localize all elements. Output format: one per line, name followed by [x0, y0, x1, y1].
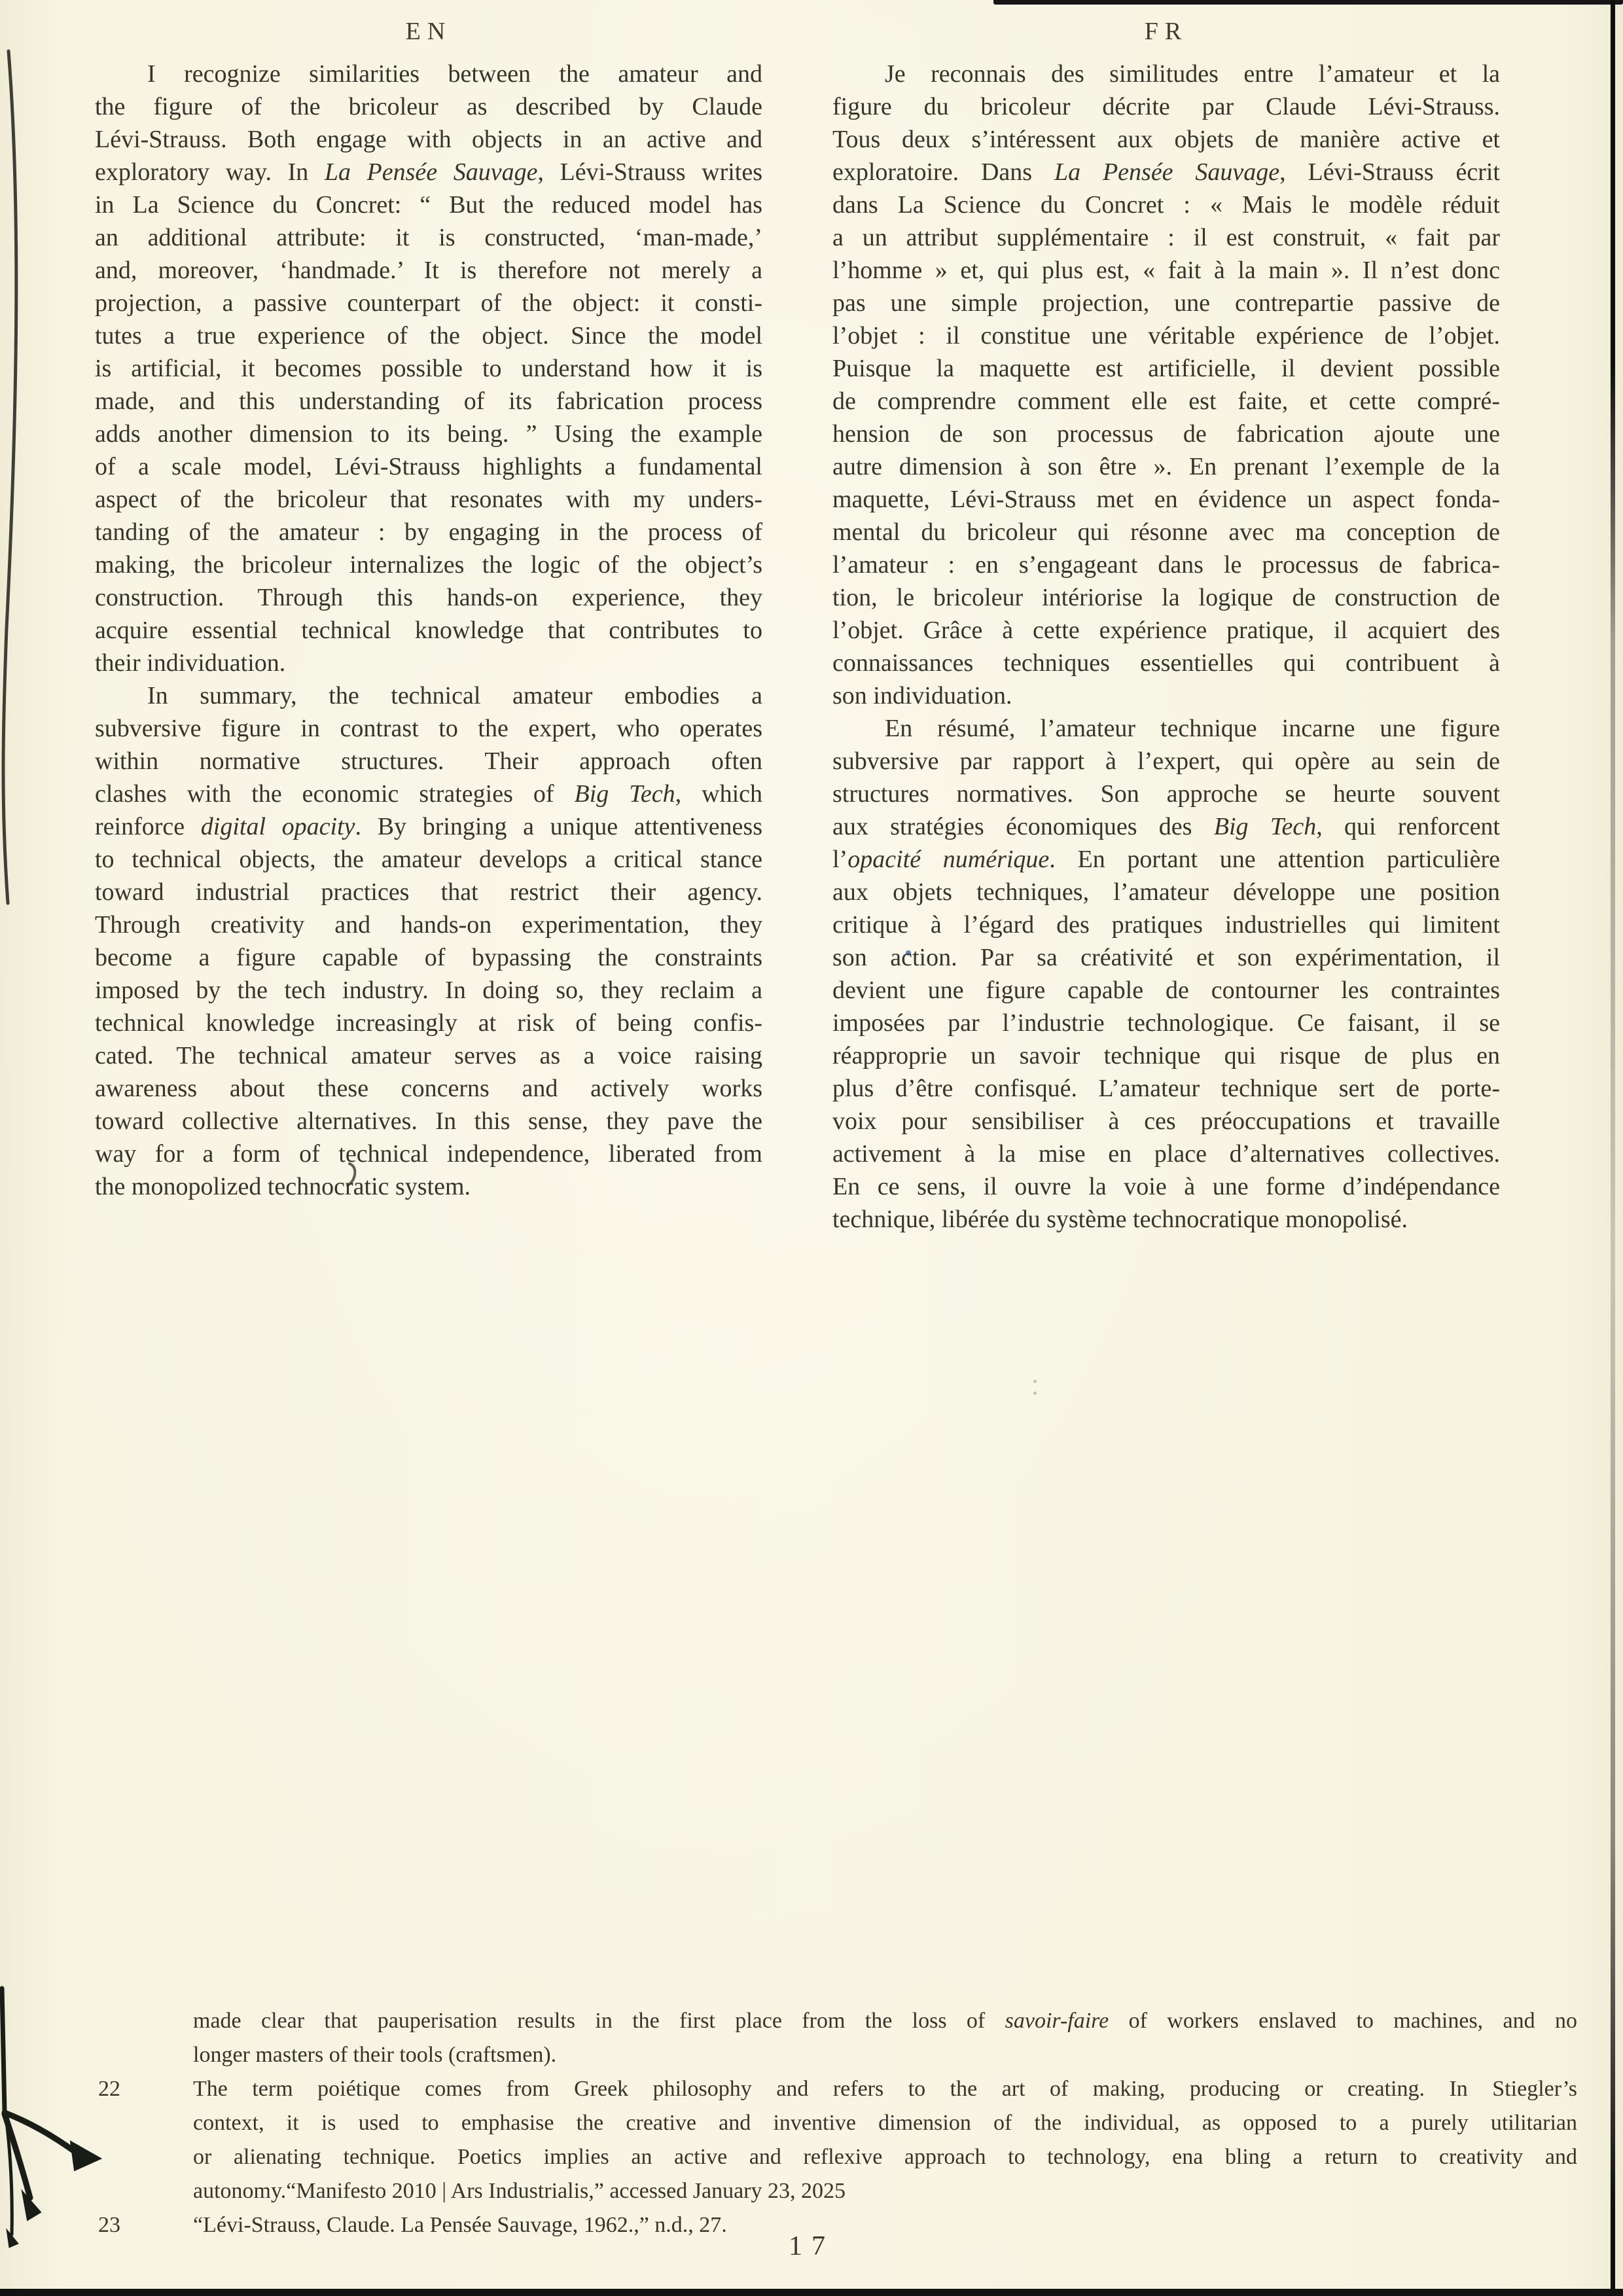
text-run-italic: La Pensée Sauvage — [1054, 158, 1280, 186]
text-run: become a figure capable of bypassing the constraints — [95, 944, 762, 971]
text-line — [95, 1105, 762, 1138]
text-line — [832, 58, 1500, 90]
text-line — [832, 287, 1500, 319]
text-run: devient une figure capable de contourner les contraintes — [832, 977, 1500, 1004]
text-run: l’objet. Grâce à cette expérience pratique, il acquiert des — [832, 617, 1500, 644]
text-run: critique à l’égard des pratiques industrielles qui limitent — [832, 911, 1500, 939]
text-line — [832, 418, 1500, 450]
footnotes-section — [98, 2004, 1577, 2242]
text-run: En ce sens, il ouvre la voie à une forme d’indépendance — [832, 1173, 1500, 1200]
spine-curve — [3, 51, 16, 903]
text-line — [832, 876, 1500, 908]
text-run: structures normatives. Son approche se heurte souvent — [832, 780, 1500, 808]
text-line — [95, 745, 762, 778]
text-run-italic: Big Tech — [1213, 813, 1317, 840]
text-line — [832, 90, 1500, 123]
text-run: acquire essential technical knowledge that contributes to — [95, 617, 762, 644]
text-run: tanding of the amateur : by engaging in the process of — [95, 518, 762, 546]
footnote-entry — [98, 2004, 1577, 2072]
text-line — [95, 483, 762, 516]
footnote-entry — [98, 2072, 1577, 2208]
text-line — [832, 1007, 1500, 1039]
text-run-italic: Big Tech — [574, 780, 675, 808]
text-line — [95, 712, 762, 745]
text-run: Je reconnais des similitudes entre l’amateur et la — [885, 60, 1500, 88]
footnote-text — [193, 2004, 1577, 2072]
text-line — [832, 450, 1500, 483]
text-run: “Lévi-Strauss, Claude. La Pensée Sauvage, 1962.,” n.d., 27. — [193, 2213, 727, 2237]
text-line — [95, 418, 762, 450]
text-run: toward collective alternatives. In this sense, they pave the — [95, 1107, 762, 1135]
text-line — [193, 2174, 1577, 2208]
text-run: clashes with the economic strategies of — [95, 780, 575, 808]
text-run: made clear that pauperisation results in the first place from the loss of — [193, 2009, 1005, 2033]
text-line — [832, 581, 1500, 614]
text-run-italic: La Pensée Sauvage — [324, 158, 538, 186]
text-line — [832, 745, 1500, 778]
text-line — [95, 581, 762, 614]
text-run: , Lévi-Strauss writes — [537, 158, 763, 186]
text-run: de comprendre comment elle est faite, et cette compré- — [832, 387, 1500, 415]
text-run: an additional attribute: it is constructed, ‘man-made,’ — [95, 224, 762, 251]
text-line — [95, 156, 762, 188]
text-run: figure du bricoleur décrite par Claude Lévi-Strauss. — [832, 93, 1500, 120]
text-run: I recognize similarities between the amateur and — [147, 60, 762, 88]
scan-bottom-edge-band — [0, 2289, 1623, 2296]
text-line — [95, 123, 762, 156]
text-run: pas une simple projection, une contrepartie passive de — [832, 289, 1500, 317]
text-run: imposed by the tech industry. In doing so, they reclaim a — [95, 977, 762, 1004]
text-run: autre dimension à son être ». En prenant l’exemple de la — [832, 453, 1500, 480]
text-line — [832, 156, 1500, 188]
text-line — [95, 778, 762, 810]
text-run: autonomy.“Manifesto 2010 | Ars Industrialis,” accessed January 23, 2025 — [193, 2179, 846, 2203]
text-line — [832, 941, 1500, 974]
text-line — [193, 2038, 1577, 2072]
column-header-en: EN — [405, 18, 452, 45]
text-line — [193, 2072, 1577, 2106]
text-line — [832, 679, 1500, 712]
text-run: within normative structures. Their approach often — [95, 747, 762, 775]
text-line — [832, 385, 1500, 418]
text-line — [193, 2106, 1577, 2140]
text-line — [832, 1138, 1500, 1170]
text-run: son action. Par sa créativité et son expérimentation, il — [832, 944, 1500, 971]
scan-top-edge-line — [993, 0, 1623, 5]
text-run: mental du bricoleur qui résonne avec ma conception de — [832, 518, 1500, 546]
text-line — [95, 679, 762, 712]
text-run: of workers enslaved to machines, and no — [1109, 2009, 1577, 2033]
text-run: longer masters of their tools (craftsmen). — [193, 2043, 557, 2067]
text-run: l’objet : il constitue une véritable expérience de l’objet. — [832, 322, 1500, 350]
text-line — [832, 843, 1500, 876]
footnote-number: 23 — [98, 2213, 120, 2237]
text-run: made, and this understanding of its fabrication process — [95, 387, 762, 415]
text-run: voix pour sensibiliser à ces préoccupations et travaille — [832, 1107, 1500, 1135]
text-line — [95, 385, 762, 418]
text-run: their individuation. — [95, 649, 286, 677]
text-run: Tous deux s’intéressent aux objets de manière active et — [832, 126, 1500, 153]
text-line — [95, 450, 762, 483]
text-run: tion, le bricoleur intériorise la logique de construction de — [832, 584, 1500, 611]
text-run: technical knowledge increasingly at risk of being confis- — [95, 1009, 762, 1037]
text-run: in La Science du Concret: “ But the reduced model has — [95, 191, 762, 219]
text-line — [95, 319, 762, 352]
text-line — [95, 352, 762, 385]
text-line — [193, 2004, 1577, 2038]
text-run: subversive par rapport à l’expert, qui opère au sein de — [832, 747, 1500, 775]
text-run: activement à la mise en place d’alternatives collectives. — [832, 1140, 1500, 1168]
text-line — [95, 1170, 762, 1203]
text-run: toward industrial practices that restrict their agency. — [95, 878, 762, 906]
text-line — [832, 1105, 1500, 1138]
text-line — [832, 548, 1500, 581]
text-run: exploratoire. Dans — [832, 158, 1054, 186]
text-run: technique, libérée du système technocratique monopolisé. — [832, 1206, 1408, 1233]
text-run: tutes a true experience of the object. Since the model — [95, 322, 762, 350]
text-line — [832, 778, 1500, 810]
text-line — [95, 221, 762, 254]
text-line — [95, 254, 762, 287]
text-run: a un attribut supplémentaire : il est construit, « fait par — [832, 224, 1500, 251]
text-line — [95, 941, 762, 974]
text-run: aspect of the bricoleur that resonates with my unders- — [95, 486, 762, 513]
column-fr — [832, 58, 1500, 1236]
text-run: making, the bricoleur internalizes the logic of the object’s — [95, 551, 762, 579]
text-run: , Lévi-Strauss écrit — [1279, 158, 1500, 186]
scan-faint-mark-artifact — [1033, 1380, 1037, 1398]
text-run: Through creativity and hands-on experimentation, they — [95, 911, 762, 939]
text-run: awareness about these concerns and actively works — [95, 1075, 762, 1102]
text-line — [95, 908, 762, 941]
text-line — [832, 974, 1500, 1007]
text-line — [832, 483, 1500, 516]
text-run: imposées par l’industrie technologique. Ce faisant, il se — [832, 1009, 1500, 1037]
text-run: the figure of the bricoleur as described by Claude — [95, 93, 762, 120]
text-run: cated. The technical amateur serves as a voice raising — [95, 1042, 762, 1069]
scan-right-edge-line — [1611, 0, 1615, 2296]
text-line — [832, 188, 1500, 221]
text-line — [832, 352, 1500, 385]
text-line — [832, 1203, 1500, 1236]
page-number: 17 — [789, 2231, 834, 2261]
text-line — [95, 1039, 762, 1072]
text-line — [95, 876, 762, 908]
text-line — [95, 548, 762, 581]
text-run: The term poiétique comes from Greek philosophy and refers to the art of making, producing or creating. In Stiegler’s — [193, 2077, 1577, 2101]
text-run: . En portant une attention particulière — [1049, 846, 1500, 873]
text-run: . By bringing a unique attentiveness — [355, 813, 763, 840]
text-run: connaissances techniques essentielles qui contribuent à — [832, 649, 1500, 677]
text-line — [832, 1170, 1500, 1203]
text-run: son individuation. — [832, 682, 1012, 709]
text-run: of a scale model, Lévi-Strauss highlights a fundamental — [95, 453, 762, 480]
text-run: the monopolized technocratic system. — [95, 1173, 471, 1200]
text-line — [832, 254, 1500, 287]
text-line — [95, 1138, 762, 1170]
text-run: réapproprie un savoir technique qui risque de plus en — [832, 1042, 1500, 1069]
text-run: subversive figure in contrast to the expert, who operates — [95, 715, 762, 742]
column-header-fr: FR — [1144, 18, 1188, 45]
text-line — [832, 123, 1500, 156]
text-line — [832, 712, 1500, 745]
text-line — [193, 2140, 1577, 2174]
text-run: and, moreover, ‘handmade.’ It is therefore not merely a — [95, 257, 762, 284]
text-line — [832, 221, 1500, 254]
text-line — [832, 908, 1500, 941]
text-line — [832, 1039, 1500, 1072]
text-line — [832, 1072, 1500, 1105]
text-run: En résumé, l’amateur technique incarne une figure — [885, 715, 1500, 742]
text-run: l’ — [832, 846, 848, 873]
text-run: hension de son processus de fabrication ajoute une — [832, 420, 1500, 448]
text-line — [95, 647, 762, 679]
text-line — [95, 516, 762, 548]
text-line — [95, 810, 762, 843]
text-run: l’amateur : en s’engageant dans le processus de fabrica- — [832, 551, 1500, 579]
text-run: construction. Through this hands-on experience, they — [95, 584, 762, 611]
text-run: aux objets techniques, l’amateur développe une position — [832, 878, 1500, 906]
text-run: reinforce — [95, 813, 201, 840]
text-line — [832, 647, 1500, 679]
text-run: aux stratégies économiques des — [832, 813, 1214, 840]
text-line — [95, 188, 762, 221]
text-run-italic: opacité numérique — [847, 846, 1050, 873]
text-run-italic: digital opacity — [200, 813, 355, 840]
text-line — [95, 974, 762, 1007]
text-line — [95, 843, 762, 876]
text-run: or alienating technique. Poetics implies an active and reflexive approach to technology, ena bling a return to creativity and — [193, 2145, 1577, 2169]
text-line — [95, 1072, 762, 1105]
footnote-text — [193, 2072, 1577, 2208]
text-line — [95, 90, 762, 123]
column-en — [95, 58, 762, 1203]
text-line — [832, 319, 1500, 352]
text-line — [832, 614, 1500, 647]
text-run: Lévi-Strauss. Both engage with objects in an active and — [95, 126, 762, 153]
text-line — [832, 810, 1500, 843]
text-run: adds another dimension to its being. ” Using the example — [95, 420, 762, 448]
text-run: projection, a passive counterpart of the object: it consti- — [95, 289, 762, 317]
text-run: , qui renforcent — [1316, 813, 1500, 840]
text-run: In summary, the technical amateur embodies a — [147, 682, 762, 709]
text-run: l’homme » et, qui plus est, « fait à la main ». Il n’est donc — [832, 257, 1500, 284]
text-line — [95, 287, 762, 319]
text-line — [95, 614, 762, 647]
text-run: plus d’être confisqué. L’amateur technique sert de porte- — [832, 1075, 1500, 1102]
text-run-italic: savoir-faire — [1005, 2009, 1109, 2033]
footnote-number — [98, 2004, 193, 2072]
ink-branch-doodle — [2, 1988, 101, 2248]
text-run: dans La Science du Concret : « Mais le modèle réduit — [832, 191, 1500, 219]
text-line — [832, 516, 1500, 548]
text-run: exploratory way. In — [95, 158, 325, 186]
text-line — [95, 58, 762, 90]
text-run: maquette, Lévi-Strauss met en évidence un aspect fonda- — [832, 486, 1500, 513]
text-line — [95, 1007, 762, 1039]
text-run: way for a form of technical independence, liberated from — [95, 1140, 762, 1168]
text-run: to technical objects, the amateur develops a critical stance — [95, 846, 762, 873]
text-run: Puisque la maquette est artificielle, il devient possible — [832, 355, 1500, 382]
text-run: context, it is used to emphasise the creative and inventive dimension of the individual, as opposed to a purely utilitarian — [193, 2111, 1577, 2135]
footnote-number: 22 — [98, 2077, 120, 2101]
text-run: is artificial, it becomes possible to understand how it is — [95, 355, 762, 382]
text-run: , which — [675, 780, 762, 808]
